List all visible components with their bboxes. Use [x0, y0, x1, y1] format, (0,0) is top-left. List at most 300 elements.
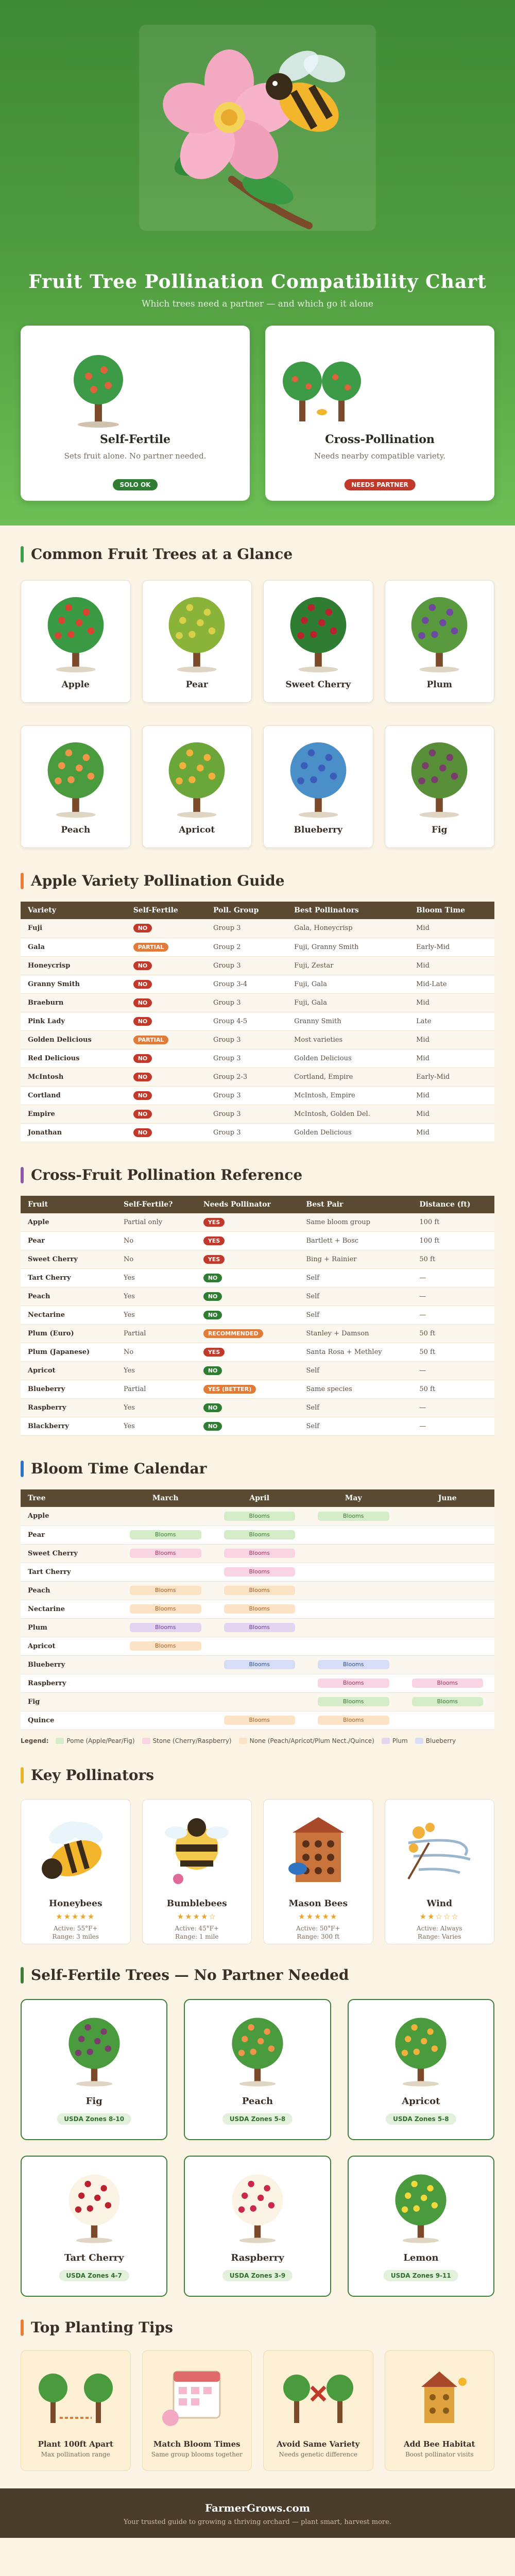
table-cell: Blueberry: [21, 1380, 116, 1399]
rating-stars: ★★★★★: [56, 1911, 96, 1921]
tree-name: Raspberry: [231, 2252, 284, 2263]
status-pill: NO: [133, 1054, 152, 1063]
bloom-cell-empty: [118, 1674, 213, 1692]
status-pill: NO: [133, 1110, 152, 1118]
column-header: March: [118, 1489, 213, 1507]
table-cell: Mid: [409, 1049, 494, 1067]
bloom-bar: Blooms: [130, 1549, 201, 1558]
table-row: [21, 1250, 494, 1269]
table-cell: [196, 1306, 299, 1325]
status-pill: NO: [203, 1292, 222, 1301]
table-cell: 100 ft: [412, 1213, 494, 1232]
legend-swatch: [239, 1738, 247, 1744]
pollinators-title: Key Pollinators: [21, 1765, 494, 1786]
table-cell: 50 ft: [412, 1380, 494, 1399]
legend-swatch: [142, 1738, 150, 1744]
table-row: [21, 956, 494, 975]
page-subtitle: Which trees need a partner — and which go it alone: [142, 299, 373, 309]
table-cell: Apple: [21, 1213, 116, 1232]
legend-entry: Blueberry: [425, 1737, 456, 1744]
tree-name: Peach: [242, 2095, 273, 2107]
table-cell: Yes: [116, 1269, 196, 1287]
table-cell: Self: [299, 1399, 413, 1417]
pollinator-meta: [21, 1924, 130, 1942]
page-title: Fruit Tree Pollination Compatibility Chart: [28, 271, 487, 293]
tree-card-fig: [385, 725, 495, 848]
status-pill: NO: [133, 998, 152, 1007]
apple-guide-title: Apple Variety Pollination Guide: [21, 871, 494, 891]
table-cell: No: [116, 1250, 196, 1269]
bloom-bar: Blooms: [318, 1512, 389, 1521]
rating-stars: ★★☆☆☆: [419, 1911, 459, 1921]
pollinator-meta: [385, 1924, 494, 1942]
column-header: Poll. Group: [206, 902, 287, 919]
table-cell: 100 ft: [412, 1232, 494, 1250]
footer-tagline: Your trusted guide to growing a thriving orchard — plant smart, harvest more.: [124, 2518, 391, 2526]
table-cell: [126, 975, 206, 993]
tips-title: Top Planting Tips: [21, 2317, 494, 2338]
bloom-cell-empty: [401, 1581, 495, 1600]
table-cell: [126, 1030, 206, 1049]
bloom-section: [0, 1436, 515, 1744]
bloom-cell: [118, 1581, 213, 1600]
bloom-cell-empty: [213, 1692, 307, 1711]
bloom-cell-empty: [401, 1507, 495, 1526]
bloom-bar: Blooms: [224, 1623, 296, 1632]
tree-card-plum: [385, 580, 495, 703]
legend-entry: Stone (Cherry/Raspberry): [152, 1737, 232, 1744]
tree-cell: Raspberry: [21, 1674, 118, 1692]
table-cell: Granny Smith: [21, 975, 126, 993]
fig-tree-icon: [61, 2010, 128, 2090]
bloom-cell-empty: [306, 1581, 401, 1600]
table-cell: McIntosh: [21, 1067, 126, 1086]
table-cell: Honeycrisp: [21, 956, 126, 975]
table-cell: Jonathan: [21, 1123, 126, 1142]
tree-card-blueberry: [263, 725, 373, 848]
table-cell: Tart Cherry: [21, 1269, 116, 1287]
self-fertile-section: [0, 1944, 515, 2297]
table-cell: Mid: [409, 1086, 494, 1105]
tree-cell: Fig: [21, 1692, 118, 1711]
column-header: Best Pollinators: [287, 902, 409, 919]
table-header-row: [21, 1489, 494, 1507]
pollinators-section: [0, 1744, 515, 1944]
table-cell: —: [412, 1306, 494, 1325]
table-cell: Apricot: [21, 1362, 116, 1380]
bloom-title: Bloom Time Calendar: [21, 1459, 494, 1479]
table-cell: Gala: [21, 938, 126, 956]
table-cell: [196, 1343, 299, 1362]
bloom-cell: [213, 1526, 307, 1544]
bloom-cell-empty: [118, 1507, 213, 1526]
column-header: Bloom Time: [409, 902, 494, 919]
pollinator-card-wind: [385, 1799, 495, 1944]
tree-name: Blueberry: [294, 825, 342, 835]
cross-ref-table: [21, 1196, 494, 1436]
calendar-icon: [158, 2361, 235, 2433]
tip-desc: Max pollination range: [41, 2450, 110, 2458]
tree-name: Pear: [185, 680, 208, 690]
apple-guide-table: [21, 902, 494, 1142]
table-cell: —: [412, 1417, 494, 1436]
table-row: [21, 1417, 494, 1436]
bloom-cell: [306, 1692, 401, 1711]
table-cell: Self: [299, 1417, 413, 1436]
table-cell: —: [412, 1399, 494, 1417]
bumblebee-icon: [156, 1812, 238, 1889]
tips-section: [0, 2297, 515, 2488]
table-cell: Mid: [409, 1105, 494, 1123]
usda-zone-badge: USDA Zones 9-11: [384, 2270, 458, 2281]
table-cell: Same species: [299, 1380, 413, 1399]
flight-range: Range: 300 ft: [297, 1933, 340, 1941]
table-row: [21, 1399, 494, 1417]
self-fertile-card-peach: [184, 1999, 331, 2140]
status-pill: NO: [133, 1091, 152, 1100]
table-row: [21, 1105, 494, 1123]
status-pill: PARTIAL: [133, 1036, 169, 1044]
table-cell: [196, 1362, 299, 1380]
legend-swatch: [415, 1738, 423, 1744]
table-cell: Blackberry: [21, 1417, 116, 1436]
plum-tree-icon: [401, 589, 478, 676]
active-temp: Active: Always: [416, 1924, 462, 1932]
rating-stars: ★★★★☆: [177, 1911, 217, 1921]
pollinator-name: Bumblebees: [166, 1898, 227, 1909]
cross-ref-section: [0, 1142, 515, 1436]
tree-card-sweet-cherry: [263, 580, 373, 703]
tip-title: Add Bee Habitat: [404, 2439, 475, 2449]
bloom-cell: [306, 1674, 401, 1692]
bloom-bar: Blooms: [224, 1567, 296, 1577]
table-cell: [126, 993, 206, 1012]
table-row: [21, 1123, 494, 1142]
table-cell: Plum (Japanese): [21, 1343, 116, 1362]
table-row: [21, 1380, 494, 1399]
table-cell: Golden Delicious: [21, 1030, 126, 1049]
column-header: Distance (ft): [412, 1196, 494, 1213]
cross-ref-title: Cross-Fruit Pollination Reference: [21, 1165, 494, 1185]
glance-section: [0, 526, 515, 848]
bloom-cell-empty: [306, 1637, 401, 1655]
table-row: [21, 1030, 494, 1049]
bloom-cell-empty: [401, 1711, 495, 1730]
bloom-bar: Blooms: [130, 1586, 201, 1595]
pollinator-card-mason-bees: [263, 1799, 373, 1944]
table-cell: [126, 938, 206, 956]
status-pill: NO: [133, 1017, 152, 1026]
table-cell: [196, 1287, 299, 1306]
table-cell: Fuji: [21, 919, 126, 938]
table-row: [21, 1618, 494, 1637]
table-row: [21, 1581, 494, 1600]
bloom-cell: [213, 1563, 307, 1581]
bloom-bar: Blooms: [130, 1623, 201, 1632]
column-header: Fruit: [21, 1196, 116, 1213]
usda-zone-badge: USDA Zones 4-7: [59, 2270, 129, 2281]
table-cell: [196, 1232, 299, 1250]
table-row: [21, 1637, 494, 1655]
table-cell: Mid: [409, 1030, 494, 1049]
table-cell: 50 ft: [412, 1250, 494, 1269]
table-cell: —: [412, 1287, 494, 1306]
table-cell: No: [116, 1343, 196, 1362]
table-cell: [196, 1417, 299, 1436]
table-cell: McIntosh, Golden Del.: [287, 1105, 409, 1123]
active-temp: Active: 50°F+: [296, 1924, 340, 1932]
legend-entry: Pome (Apple/Pear/Fig): [66, 1737, 135, 1744]
bloom-cell-empty: [306, 1618, 401, 1637]
table-row: [21, 1343, 494, 1362]
table-cell: Group 3-4: [206, 975, 287, 993]
self-fertile-card-fig: [21, 1999, 167, 2140]
table-cell: Red Delicious: [21, 1049, 126, 1067]
peach-tree-icon: [224, 2010, 291, 2090]
table-cell: [196, 1380, 299, 1399]
bloom-cell-empty: [401, 1600, 495, 1618]
table-cell: Group 3: [206, 1086, 287, 1105]
table-cell: Self: [299, 1362, 413, 1380]
status-pill: NO: [133, 1128, 152, 1137]
bloom-cell-empty: [213, 1674, 307, 1692]
table-row: [21, 1563, 494, 1581]
bloom-cell-empty: [401, 1637, 495, 1655]
table-cell: Partial: [116, 1325, 196, 1343]
table-cell: Yes: [116, 1306, 196, 1325]
table-row: [21, 1325, 494, 1343]
needs-partner-badge: NEEDS PARTNER: [344, 479, 416, 490]
table-cell: [126, 1105, 206, 1123]
tree-pair-icon: [281, 341, 479, 429]
self-fertile-card-lemon: [348, 2156, 494, 2297]
table-cell: Group 3: [206, 1105, 287, 1123]
tree-name: Apricot: [402, 2095, 440, 2107]
active-temp: Active: 45°F+: [175, 1924, 219, 1932]
status-pill: NO: [133, 1073, 152, 1081]
sweet-cherry-tree-icon: [280, 589, 357, 676]
bloom-cell: [118, 1544, 213, 1563]
usda-zone-badge: USDA Zones 5-8: [222, 2113, 293, 2125]
cross-pollination-desc: Needs nearby compatible variety.: [314, 451, 446, 461]
table-row: [21, 1526, 494, 1544]
table-cell: Stanley + Damson: [299, 1325, 413, 1343]
table-row: [21, 1049, 494, 1067]
column-header: Tree: [21, 1489, 118, 1507]
table-cell: Group 3: [206, 956, 287, 975]
bloom-cell-empty: [401, 1563, 495, 1581]
table-cell: Braeburn: [21, 993, 126, 1012]
table-cell: [126, 919, 206, 938]
bloom-cell-empty: [306, 1563, 401, 1581]
table-cell: Late: [409, 1012, 494, 1030]
status-pill: YES: [203, 1348, 225, 1357]
table-row: [21, 1655, 494, 1674]
bloom-bar: Blooms: [318, 1660, 389, 1669]
legend-swatch: [382, 1738, 390, 1744]
table-cell: Granny Smith: [287, 1012, 409, 1030]
status-pill: NO: [203, 1274, 222, 1282]
table-cell: [126, 1086, 206, 1105]
table-cell: Fuji, Granny Smith: [287, 938, 409, 956]
bloom-bar: Blooms: [318, 1716, 389, 1725]
table-cell: Group 2: [206, 938, 287, 956]
table-header-row: [21, 1196, 494, 1213]
bloom-cell: [306, 1655, 401, 1674]
self-fertile-card-raspberry: [184, 2156, 331, 2297]
table-cell: Group 3: [206, 1123, 287, 1142]
table-cell: Bing + Rainier: [299, 1250, 413, 1269]
table-cell: Pear: [21, 1232, 116, 1250]
legend-entry: Plum: [392, 1737, 408, 1744]
table-cell: Self: [299, 1269, 413, 1287]
column-header: May: [306, 1489, 401, 1507]
lemon-tree-icon: [387, 2167, 454, 2247]
table-cell: Mid: [409, 956, 494, 975]
table-cell: [196, 1250, 299, 1269]
table-cell: Bartlett + Bosc: [299, 1232, 413, 1250]
legend-swatch: [56, 1738, 64, 1744]
pollinator-name: Mason Bees: [288, 1898, 348, 1909]
tree-name: Sweet Cherry: [285, 680, 351, 690]
status-pill: NO: [203, 1422, 222, 1431]
bloom-bar: Blooms: [318, 1679, 389, 1688]
bloom-cell-empty: [401, 1526, 495, 1544]
table-cell: 50 ft: [412, 1325, 494, 1343]
tree-card-apricot: [142, 725, 252, 848]
solo-ok-badge: SOLO OK: [113, 479, 158, 490]
table-cell: [126, 1067, 206, 1086]
table-row: [21, 1711, 494, 1730]
bloom-cell: [118, 1526, 213, 1544]
pollinator-meta: [264, 1924, 373, 1942]
bloom-cell-empty: [118, 1711, 213, 1730]
blueberry-tree-icon: [280, 734, 357, 822]
table-row: [21, 919, 494, 938]
bloom-bar: Blooms: [224, 1512, 296, 1521]
bloom-bar: Blooms: [224, 1604, 296, 1614]
table-cell: [126, 1123, 206, 1142]
table-row: [21, 993, 494, 1012]
table-cell: Cortland: [21, 1086, 126, 1105]
status-pill: NO: [133, 924, 152, 933]
peach-tree-icon: [37, 734, 114, 822]
table-row: [21, 1544, 494, 1563]
table-row: [21, 1507, 494, 1526]
bloom-cell-empty: [118, 1563, 213, 1581]
bloom-cell: [213, 1655, 307, 1674]
mason-bee-house-icon: [277, 1812, 359, 1889]
bloom-cell: [213, 1600, 307, 1618]
tree-cell: Apple: [21, 1507, 118, 1526]
table-row: [21, 1287, 494, 1306]
table-cell: [126, 1012, 206, 1030]
bloom-bar: Blooms: [130, 1641, 201, 1651]
tip-title: Avoid Same Variety: [277, 2439, 360, 2449]
bloom-cell: [213, 1618, 307, 1637]
table-cell: —: [412, 1362, 494, 1380]
status-pill: RECOMMENDED: [203, 1329, 263, 1338]
tip-title: Plant 100ft Apart: [38, 2439, 113, 2449]
table-cell: Pink Lady: [21, 1012, 126, 1030]
table-row: [21, 938, 494, 956]
table-header-row: [21, 902, 494, 919]
table-row: [21, 1362, 494, 1380]
bloom-cell-empty: [118, 1655, 213, 1674]
tree-cell: Apricot: [21, 1637, 118, 1655]
bloom-bar: Blooms: [412, 1697, 484, 1706]
table-cell: Golden Delicious: [287, 1123, 409, 1142]
tip-card-match-bloom-times: [142, 2350, 252, 2471]
table-cell: [196, 1399, 299, 1417]
column-header: April: [213, 1489, 307, 1507]
apricot-tree-icon: [387, 2010, 454, 2090]
tree-card-apple: [21, 580, 131, 703]
table-row: [21, 1213, 494, 1232]
table-cell: Partial: [116, 1380, 196, 1399]
status-pill: NO: [133, 961, 152, 970]
status-pill: YES: [203, 1255, 225, 1264]
tree-cell: Peach: [21, 1581, 118, 1600]
table-cell: Group 4-5: [206, 1012, 287, 1030]
avoid-same-variety-icon: [280, 2361, 357, 2433]
cross-pollination-title: Cross-Pollination: [325, 433, 435, 446]
hero: [0, 0, 515, 526]
table-cell: Group 2-3: [206, 1067, 287, 1086]
bloom-cell: [306, 1507, 401, 1526]
table-cell: Fuji, Zestar: [287, 956, 409, 975]
footer-brand: FarmerGrows.com: [204, 2501, 311, 2514]
table-cell: No: [116, 1232, 196, 1250]
table-cell: Gala, Honeycrisp: [287, 919, 409, 938]
tree-name: Apple: [61, 680, 90, 690]
table-cell: Raspberry: [21, 1399, 116, 1417]
table-cell: Group 3: [206, 1049, 287, 1067]
table-cell: [196, 1269, 299, 1287]
bloom-bar: Blooms: [130, 1604, 201, 1614]
bloom-cell: [118, 1618, 213, 1637]
single-tree-icon: [36, 341, 234, 429]
tip-card-plant-100ft-apart: [21, 2350, 131, 2471]
bloom-bar: Blooms: [318, 1697, 389, 1706]
tree-cell: Quince: [21, 1711, 118, 1730]
table-cell: [126, 956, 206, 975]
tip-desc: Needs genetic difference: [279, 2450, 358, 2458]
table-row: [21, 1067, 494, 1086]
table-cell: [196, 1325, 299, 1343]
glance-title: Common Fruit Trees at a Glance: [21, 544, 494, 565]
column-header: Needs Pollinator: [196, 1196, 299, 1213]
tip-desc: Same group blooms together: [151, 2450, 243, 2458]
status-pill: NO: [203, 1366, 222, 1375]
tree-name: Apricot: [179, 825, 215, 835]
table-cell: Self: [299, 1306, 413, 1325]
column-header: June: [401, 1489, 495, 1507]
tree-name: Tart Cherry: [64, 2252, 124, 2263]
legend-entry: None (Peach/Apricot/Plum Nect./Quince): [249, 1737, 374, 1744]
table-cell: Group 3: [206, 919, 287, 938]
status-pill: NO: [203, 1311, 222, 1319]
column-header: Variety: [21, 902, 126, 919]
tree-card-pear: [142, 580, 252, 703]
table-cell: Empire: [21, 1105, 126, 1123]
column-header: Self-Fertile?: [116, 1196, 196, 1213]
usda-zone-badge: USDA Zones 8-10: [57, 2113, 131, 2125]
bloom-cell: [401, 1692, 495, 1711]
tree-name: Peach: [61, 825, 91, 835]
bloom-cell: [118, 1637, 213, 1655]
bloom-cell-empty: [401, 1655, 495, 1674]
